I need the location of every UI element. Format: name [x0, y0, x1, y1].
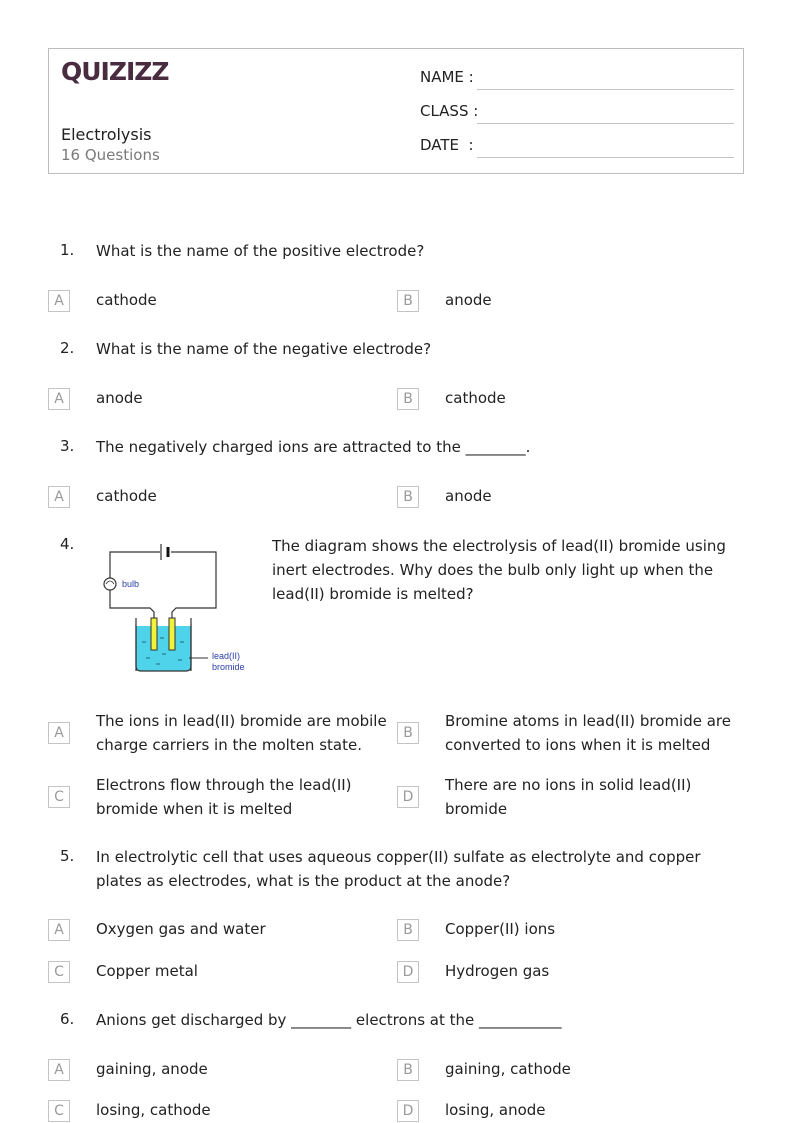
option-text: gaining, cathode — [445, 1060, 571, 1078]
option-text: cathode — [96, 487, 157, 505]
class-label: CLASS : — [420, 102, 479, 120]
option-text: Copper(II) ions — [445, 920, 556, 938]
electrolysis-diagram — [96, 532, 260, 678]
question-text: The negatively charged ions are attracted to the ________. — [96, 438, 531, 456]
name-line[interactable] — [477, 89, 734, 90]
option-text: Electrons flow through the lead(II) bromide when it is melted — [96, 776, 352, 818]
question-text: What is the name of the negative electrode? — [96, 340, 432, 358]
question-text: The diagram shows the electrolysis of lead(II) bromide using inert electrodes. Why does the bulb only light up when the lead(II) bromide is melted? — [272, 537, 726, 603]
circuit-wire — [171, 552, 216, 624]
question-number: 4. — [60, 535, 75, 553]
option-letter[interactable]: B — [397, 919, 419, 941]
option-text: cathode — [445, 389, 506, 407]
question-number: 2. — [60, 339, 75, 357]
option-text: Bromine atoms in lead(II) bromide are converted to ions when it is melted — [445, 712, 731, 754]
option-letter[interactable]: A — [48, 486, 70, 508]
option-letter[interactable]: B — [397, 722, 419, 744]
class-field[interactable] — [420, 102, 734, 124]
option-letter[interactable]: D — [397, 961, 419, 983]
worksheet-title: Electrolysis — [61, 125, 152, 144]
option-text: anode — [96, 389, 143, 407]
electrode — [151, 618, 157, 650]
option-letter[interactable]: A — [48, 722, 70, 744]
option-text: losing, anode — [445, 1101, 546, 1119]
option-letter[interactable]: C — [48, 1100, 70, 1122]
name-label: NAME : — [420, 68, 474, 86]
electrolyte-label: bromide — [212, 662, 245, 672]
bulb-icon — [104, 578, 116, 590]
option-text: anode — [445, 291, 492, 309]
date-label: DATE : — [420, 136, 474, 154]
option-text: Oxygen gas and water — [96, 920, 266, 938]
option-letter[interactable]: B — [397, 486, 419, 508]
option-letter[interactable]: D — [397, 1100, 419, 1122]
question-count: 16 Questions — [61, 146, 160, 164]
option-text: gaining, anode — [96, 1060, 208, 1078]
option-letter[interactable]: D — [397, 786, 419, 808]
option-text: Copper metal — [96, 962, 198, 980]
question-text: In electrolytic cell that uses aqueous copper(II) sulfate as electrolyte and copper plates as electrodes, what is the product at the anode? — [96, 848, 701, 890]
name-field[interactable] — [420, 68, 734, 90]
option-letter[interactable]: C — [48, 961, 70, 983]
date-field[interactable] — [420, 136, 734, 158]
question-number: 6. — [60, 1010, 75, 1028]
option-letter[interactable]: C — [48, 786, 70, 808]
option-letter[interactable]: B — [397, 290, 419, 312]
option-text: There are no ions in solid lead(II) bromide — [445, 776, 692, 818]
option-letter[interactable]: A — [48, 1059, 70, 1081]
option-text: anode — [445, 487, 492, 505]
quizizz-logo: QUIZIZZ — [61, 57, 169, 86]
option-text: losing, cathode — [96, 1101, 211, 1119]
question-number: 3. — [60, 437, 75, 455]
option-letter[interactable]: B — [397, 388, 419, 410]
beaker — [136, 624, 191, 671]
question-text: What is the name of the positive electrode? — [96, 242, 425, 260]
option-letter[interactable]: B — [397, 1059, 419, 1081]
question-text: Anions get discharged by ________ electrons at the ___________ — [96, 1011, 562, 1029]
option-text: cathode — [96, 291, 157, 309]
class-line[interactable] — [477, 123, 734, 124]
question-number: 1. — [60, 241, 75, 259]
date-line[interactable] — [477, 157, 734, 158]
electrolyte-label: lead(II) — [212, 651, 241, 661]
option-text: The ions in lead(II) bromide are mobile charge carriers in the molten state. — [96, 712, 387, 754]
option-letter[interactable]: A — [48, 919, 70, 941]
bulb-label: bulb — [122, 579, 140, 589]
question-number: 5. — [60, 847, 75, 865]
option-letter[interactable]: A — [48, 388, 70, 410]
option-text: Hydrogen gas — [445, 962, 550, 980]
option-letter[interactable]: A — [48, 290, 70, 312]
electrode — [169, 618, 175, 650]
worksheet-header — [48, 48, 744, 174]
